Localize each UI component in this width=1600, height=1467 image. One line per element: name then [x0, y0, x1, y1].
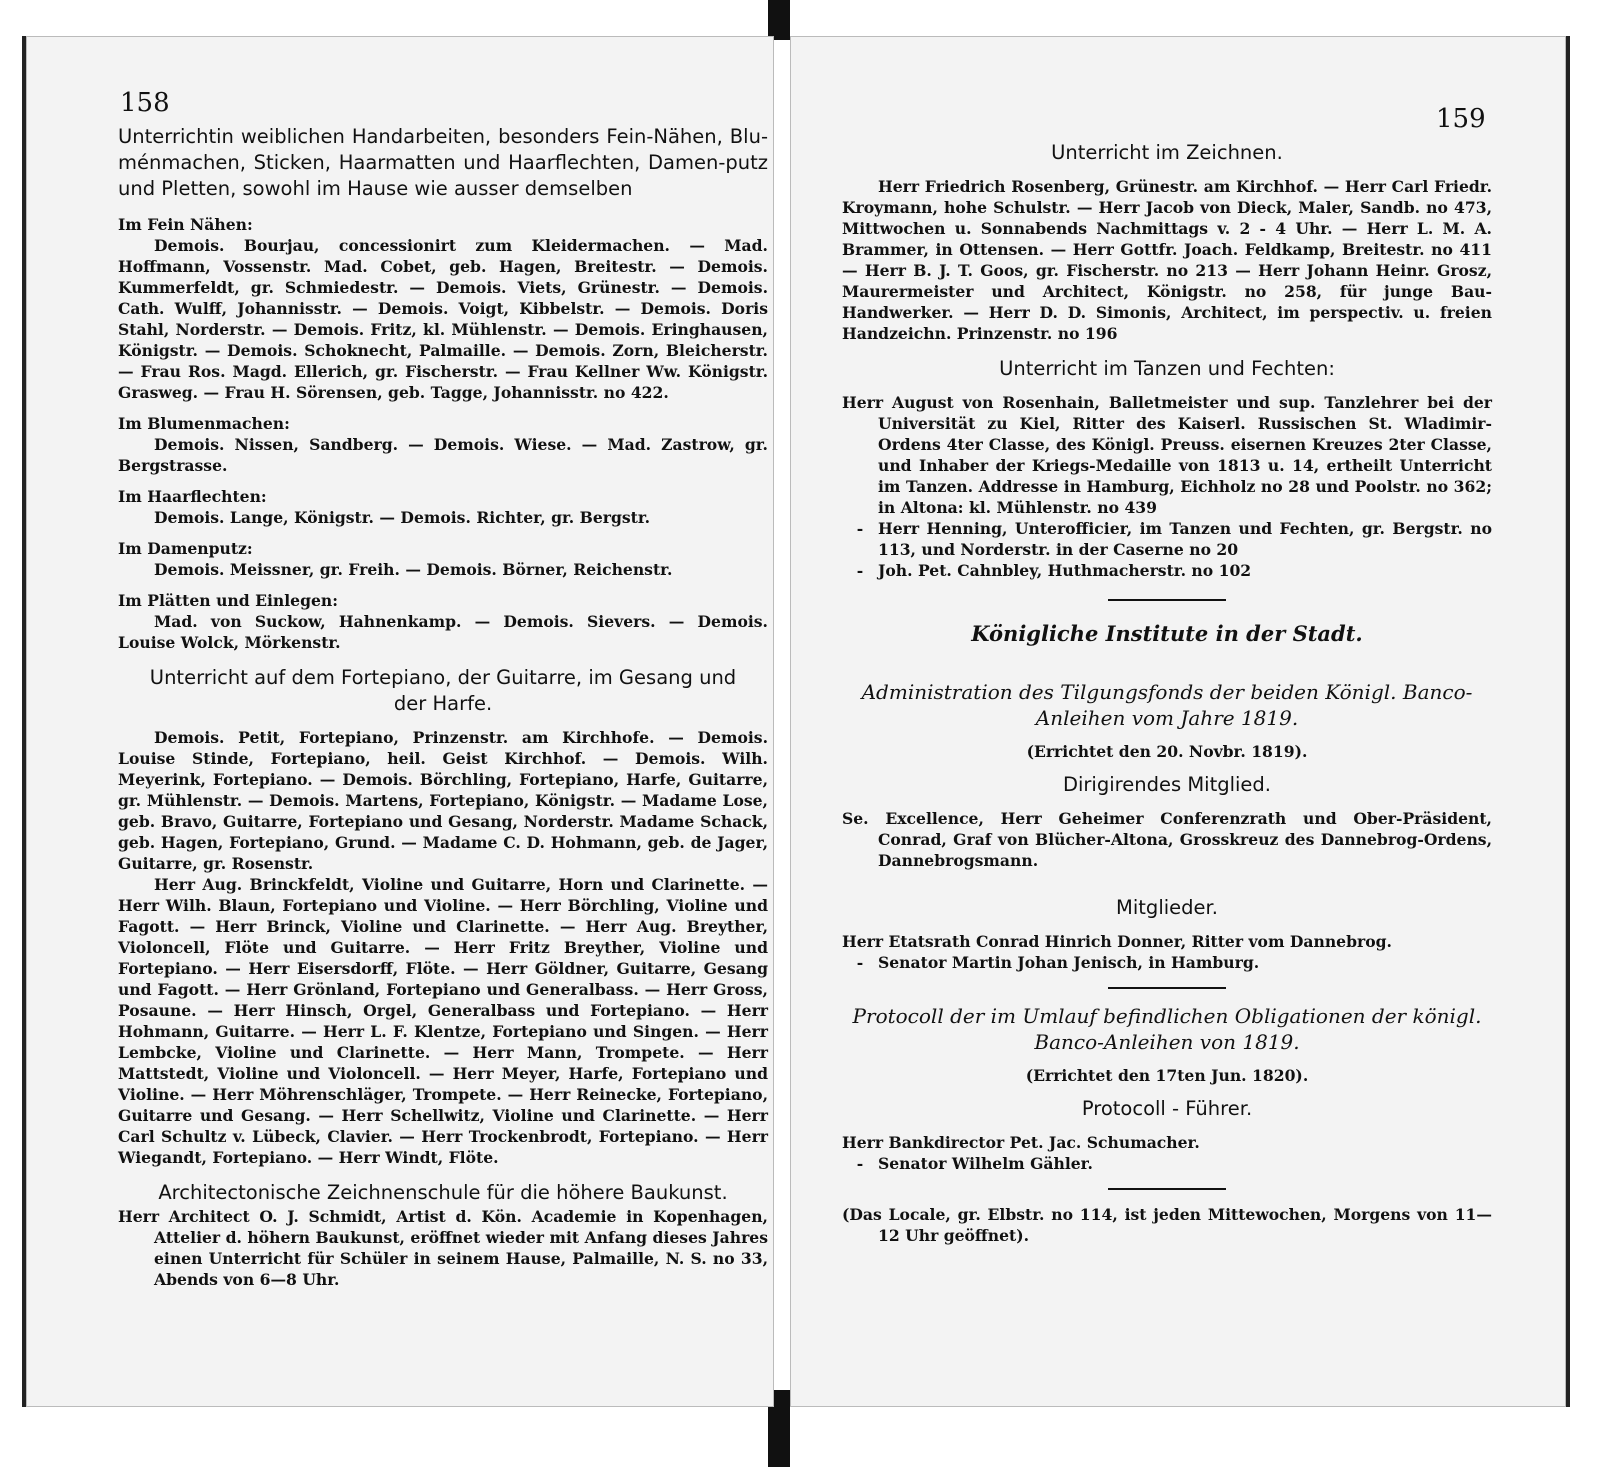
mitglieder-entry-jenisch-text: Senator Martin Johan Jenisch, in Hamburg.	[878, 953, 1260, 972]
fuehrer-entry-gaehler-text: Senator Wilhelm Gähler.	[878, 1154, 1093, 1173]
mitglieder-entry-jenisch	[842, 952, 1492, 973]
mitglieder-heading: Mitglieder.	[1116, 896, 1218, 919]
tanzen-heading: Unterricht im Tanzen und Fechten:	[999, 357, 1335, 380]
right-page-content	[842, 140, 1492, 1246]
section-rule	[1108, 1188, 1226, 1190]
page-number-right: 159	[1436, 104, 1486, 134]
tanzen-entry-cahnbley	[842, 560, 1492, 581]
zeichnen-heading: Unterricht im Zeichnen.	[1051, 141, 1283, 164]
right-page	[790, 36, 1570, 1407]
tanzen-entry-henning	[842, 518, 1492, 560]
zeichnen-text: Herr Friedrich Rosenberg, Grünestr. am Kirchhof. — Herr Carl Friedr. Kroymann, hohe Schulstr. — Herr Jacob von Dieck, Maler, Sandb. no 473, Mittwochen u. Sonnabends Nachmittags v. 2 - 4 Uhr. — Herr L. M. A. Brammer, in Ottensen. — Herr Gottfr. Joach. Feldkamp, Breitestr. no 411 — Herr B. J. T. Goos, gr. Fischerstr. no 213 — Herr Johann Heinr. Grosz, Maurermeister und Architect, Königstr. no 258, für junge Bau-Handwerker. — Herr D. D. Simonis, Architect, im perspectiv. u. freien Handzeichn. Prinzenstr. no 196	[842, 177, 1492, 343]
left-page	[22, 36, 774, 1407]
blumenmachen-text: Demois. Nissen, Sandberg. — Demois. Wiese. — Mad. Zastrow, gr. Bergstrasse.	[118, 435, 768, 475]
tanzen-entry-henning-text: Herr Henning, Unterofficier, im Tanzen und Fechten, gr. Bergstr. no 113, und Norderstr. in der Caserne no 20	[878, 519, 1492, 559]
plaetten-text: Mad. von Suckow, Hahnenkamp. — Demois. Sievers. — Demois. Louise Wolck, Mörkenstr.	[118, 612, 768, 652]
mitglieder-entry-donner: Herr Etatsrath Conrad Hinrich Donner, Ritter vom Dannebrog.	[842, 932, 1392, 951]
locale-note: (Das Locale, gr. Elbstr. no 114, ist jeden Mittewochen, Morgens von 11—12 Uhr geöffnet).	[842, 1205, 1492, 1245]
dash-mark: -	[856, 953, 864, 972]
tanzen-text: Herr August von Rosenhain, Balletmeister und sup. Tanzlehrer bei der Universität zu Kiel, Ritter des Kaiserl. Russischen St. Wladimir-Ordens 4ter Classe, des Königl. Preuss. eisernen Kreuzes 2ter Classe, und Inhaber der Kriegs-Medaille von 1813 u. 14, ertheilt Unterricht im Tanzen. Addresse in Hamburg, Eichholz no 28 und Poolstr. no 362; in Altona: kl. Mühlenstr. no 439	[842, 393, 1492, 517]
music-heading: Unterricht auf dem Fortepiano, der Guitarre, im Gesang und der Harfe.	[149, 666, 737, 715]
protocoll-heading: Protocoll der im Umlauf befindlichen Obligationen der königl. Banco-Anleihen von 1819.	[852, 1004, 1482, 1054]
section-rule	[1108, 599, 1226, 601]
tanzen-entry-cahnbley-text: Joh. Pet. Cahnbley, Huthmacherstr. no 102	[878, 561, 1252, 580]
dirigirendes-text: Se. Excellence, Herr Geheimer Conferenzrath und Ober-Präsident, Conrad, Graf von Blücher-Altona, Grosskreuz des Dannebrog-Ordens, Dannebrogsmann.	[842, 809, 1492, 870]
handarbeiten-heading: Unterrichtin weiblichen Handarbeiten, besonders Fein-Nähen, Blu-ménmachen, Sticken, Haarmatten und Haarflechten, Damen-putz und Pletten, sowohl im Hause wie ausser demselben	[118, 125, 768, 200]
fuehrer-entry-schumacher: Herr Bankdirector Pet. Jac. Schumacher.	[842, 1133, 1200, 1152]
fein-naehen-label: Im Fein Nähen:	[118, 215, 253, 234]
protocoll-established: (Errichtet den 17ten Jun. 1820).	[1025, 1066, 1309, 1085]
fuehrer-entry-gaehler	[842, 1153, 1492, 1174]
music-text-ladies: Demois. Petit, Fortepiano, Prinzenstr. am Kirchhofe. — Demois. Louise Stinde, Fortepiano, heil. Geist Kirchhof. — Demois. Wilh. Meyerink, Fortepiano. — Demois. Börchling, Fortepiano, Harfe, Guitarre, gr. Mühlenstr. — Demois. Martens, Fortepiano, Königstr. — Madame Lose, geb. Bravo, Guitarre, Fortepiano und Gesang, Norderstr. Madame Schack, geb. Hagen, Fortepiano, Grund. — Madame C. D. Hohmann, geb. de Jager, Guitarre, gr. Rosenstr.	[118, 728, 768, 873]
section-rule	[1108, 987, 1226, 989]
blumenmachen-label: Im Blumenmachen:	[118, 414, 290, 433]
admin-heading: Administration des Tilgungsfonds der beiden Königl. Banco-Anleihen vom Jahre 1819.	[861, 680, 1473, 730]
damenputz-label: Im Damenputz:	[118, 539, 253, 558]
haarflechten-text: Demois. Lange, Königstr. — Demois. Richter, gr. Bergstr.	[154, 508, 651, 527]
admin-established: (Errichtet den 20. Novbr. 1819).	[1026, 742, 1308, 761]
dash-mark: -	[856, 519, 864, 538]
music-text-gentlemen: Herr Aug. Brinckfeldt, Violine und Guitarre, Horn und Clarinette. — Herr Wilh. Blaun, Fortepiano und Violine. — Herr Börchling, Violine und Fagott. — Herr Brinck, Violine und Clarinette. — Herr Aug. Breyther, Violoncell, Flöte und Guitarre. — Herr Fritz Breyther, Violine und Fortepiano. — Herr Eisersdorff, Flöte. — Herr Göldner, Guitarre, Gesang und Fagott. — Herr Grönland, Fortepiano und Generalbass. — Herr Gross, Posaune. — Herr Hinsch, Orgel, Generalbass und Fortepiano. — Herr Hohmann, Guitarre. — Herr L. F. Klentze, Fortepiano und Singen. — Herr Lembcke, Violine und Clarinette. — Herr Mann, Trompete. — Herr Mattstedt, Violine und Violoncell. — Herr Meyer, Harfe, Fortepiano und Violine. — Herr Möhrenschläger, Trompete. — Herr Reinecke, Fortepiano, Guitarre und Gesang. — Herr Schellwitz, Violine und Clarinette. — Herr Carl Schultz v. Lübeck, Clavier. — Herr Trockenbrodt, Fortepiano. — Herr Wiegandt, Fortepiano. — Herr Windt, Flöte.	[118, 875, 768, 1167]
fuehrer-heading: Protocoll - Führer.	[1081, 1097, 1253, 1120]
dirigirendes-heading: Dirigirendes Mitglied.	[1062, 773, 1272, 796]
institute-heading: Königliche Institute in der Stadt.	[971, 621, 1363, 646]
dash-mark: -	[856, 1154, 864, 1173]
plaetten-label: Im Plätten und Einlegen:	[118, 591, 338, 610]
left-page-content	[118, 124, 768, 1290]
page-number-left: 158	[120, 88, 170, 118]
architecture-text: Herr Architect O. J. Schmidt, Artist d. Kön. Academie in Kopenhagen, Attelier d. höhern Baukunst, eröffnet wieder mit Anfang dieses Jahres einen Unterricht für Schüler in seinem Hause, Palmaille, N. S. no 33, Abends von 6—8 Uhr.	[118, 1207, 768, 1289]
damenputz-text: Demois. Meissner, gr. Freih. — Demois. Börner, Reichenstr.	[154, 560, 673, 579]
haarflechten-label: Im Haarflechten:	[118, 487, 267, 506]
architecture-heading: Architectonische Zeichnenschule für die höhere Baukunst.	[158, 1181, 728, 1204]
dash-mark: -	[856, 561, 864, 580]
fein-naehen-text: Demois. Bourjau, concessionirt zum Kleidermachen. — Mad. Hoffmann, Vossenstr. Mad. Cobet, geb. Hagen, Breitestr. — Demois. Kummerfeldt, gr. Schmiedestr. — Demois. Viets, Grünestr. — Demois. Cath. Wulff, Johannisstr. — Demois. Voigt, Kibbelstr. — Demois. Doris Stahl, Norderstr. — Demois. Fritz, kl. Mühlenstr. — Demois. Eringhausen, Königstr. — Demois. Schoknecht, Palmaille. — Demois. Zorn, Bleicherstr. — Frau Ros. Magd. Ellerich, gr. Fischerstr. — Frau Kellner Ww. Königstr. Grasweg. — Frau H. Sörensen, geb. Tagge, Johannisstr. no 422.	[118, 236, 768, 402]
spine-shadow-top	[768, 0, 790, 40]
